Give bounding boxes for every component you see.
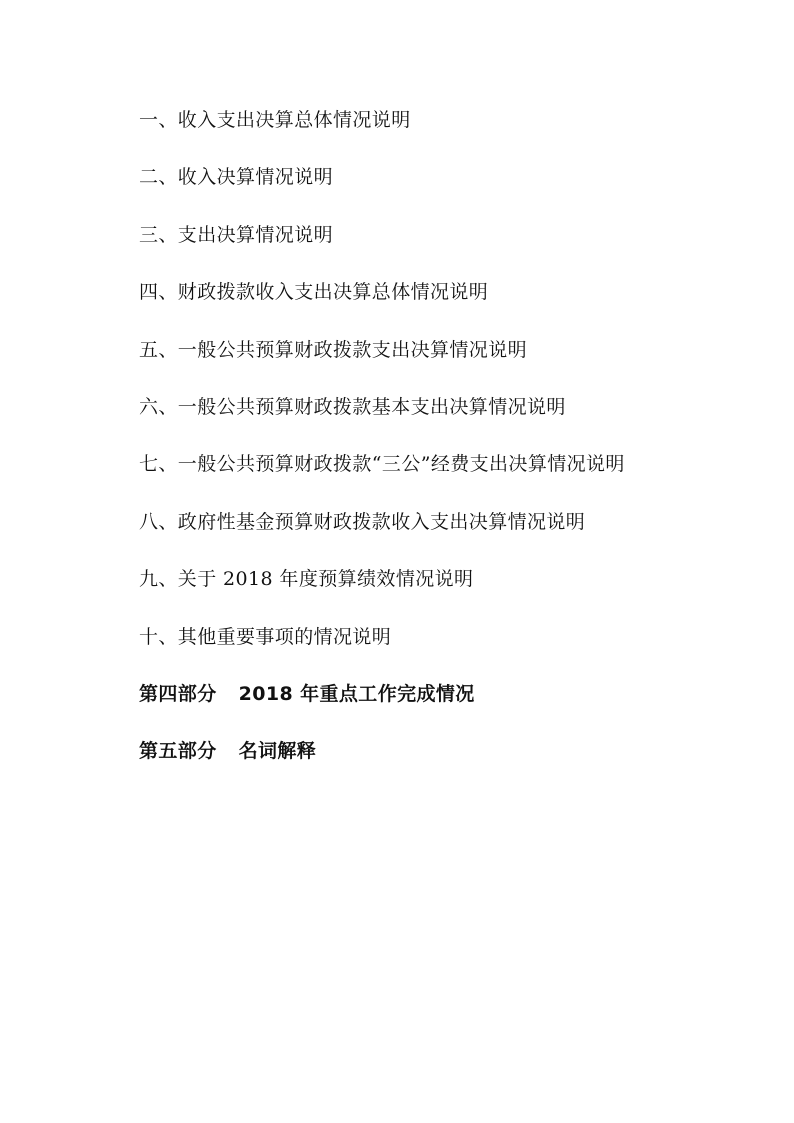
part-title: 2018 年重点工作完成情况 <box>238 682 475 705</box>
table-of-contents <box>139 105 759 794</box>
toc-item-5: 五、一般公共预算财政拨款支出决算情况说明 <box>139 338 528 361</box>
toc-item-8: 八、政府性基金预算财政拨款收入支出决算情况说明 <box>139 510 586 533</box>
toc-item-10: 十、其他重要事项的情况说明 <box>139 625 392 648</box>
toc-part-5 <box>139 736 759 793</box>
part-label: 第四部分 <box>139 682 217 705</box>
toc-item-2: 二、收入决算情况说明 <box>139 166 334 189</box>
part-title: 名词解释 <box>238 740 317 763</box>
part-label: 第五部分 <box>139 740 217 763</box>
toc-item-3: 三、支出决算情况说明 <box>139 223 334 246</box>
toc-item-9: 九、关于 2018 年度预算绩效情况说明 <box>139 568 474 591</box>
toc-part-4 <box>139 679 759 736</box>
toc-item-7: 七、一般公共预算财政拨款“三公”经费支出决算情况说明 <box>139 453 625 476</box>
toc-item-4: 四、财政拨款收入支出决算总体情况说明 <box>139 281 489 304</box>
toc-item-1: 一、收入支出决算总体情况说明 <box>139 109 411 131</box>
toc-item-6: 六、一般公共预算财政拨款基本支出决算情况说明 <box>139 395 566 418</box>
